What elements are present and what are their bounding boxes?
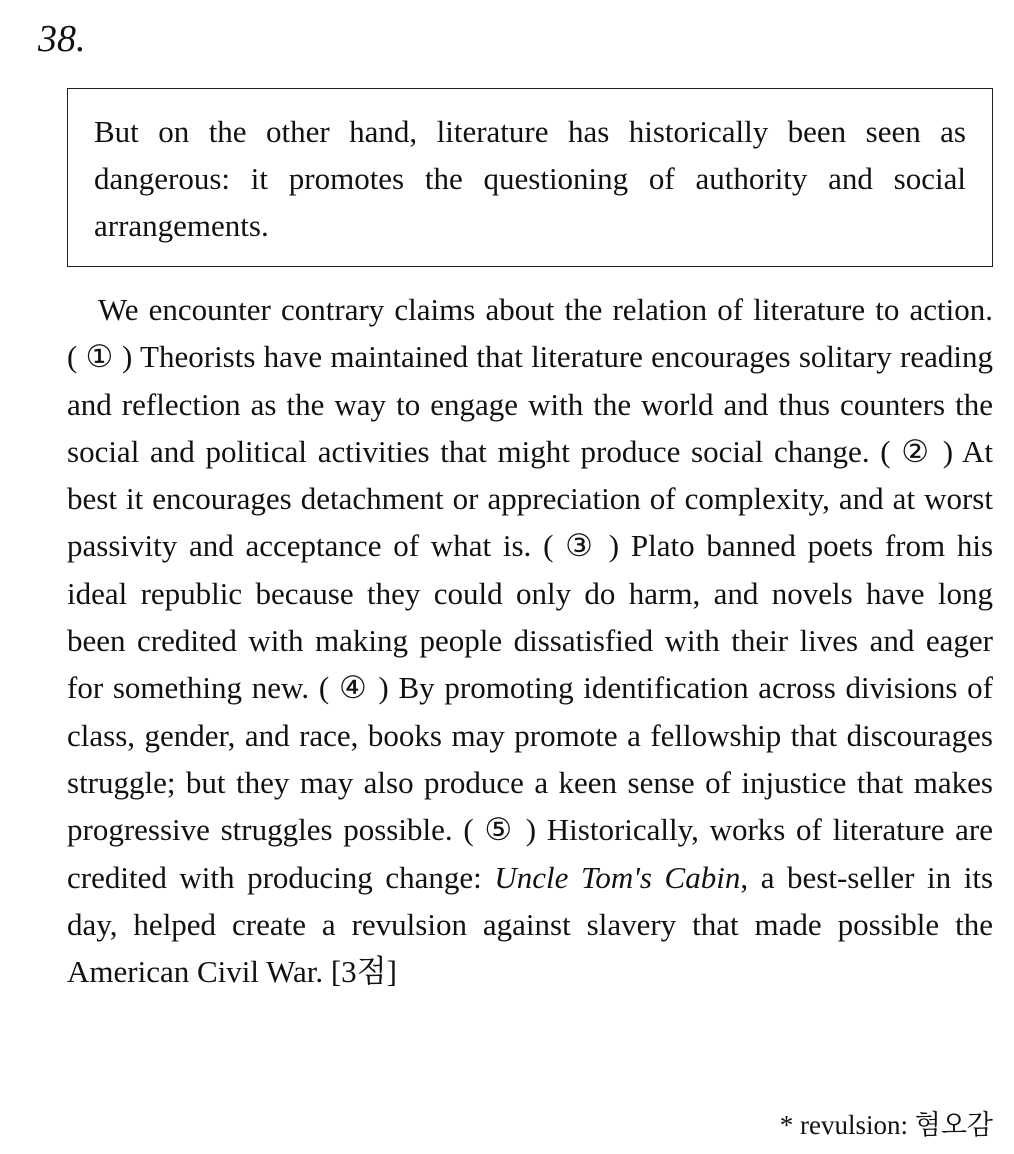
passage — [67, 286, 993, 995]
question-number: 38. — [38, 18, 86, 60]
footnote: * revulsion: 혐오감 — [779, 1110, 993, 1140]
passage-sentence: , a best-seller in its day, helped create a revulsion against slavery that made possible the American Civil War. — [67, 859, 994, 990]
passage-sentence: Theorists have maintained that literature encourages solitary reading and reflection as the way to engage with the world and thus counters the social and political activities that might produce social change. — [67, 339, 993, 469]
insertion-marker-2: ( ② ) — [880, 433, 954, 469]
given-sentence-box — [67, 88, 993, 267]
given-sentence: But on the other hand, literature has historically been seen as dangerous: it promotes the questioning of authority and social arrangements. — [94, 114, 966, 243]
passage-sentence: At best it encourages detachment or appreciation of complexity, and at worst passivity and acceptance of what is. — [67, 433, 994, 564]
passage-sentence: We encounter contrary claims about the relation of literature to action. — [98, 292, 993, 327]
passage-sentence: Historically, works of literature are credited with producing change: — [67, 812, 993, 895]
insertion-marker-5: ( ⑤ ) — [463, 812, 537, 848]
insertion-marker-3: ( ③ ) — [543, 528, 620, 564]
points-label: [3점] — [330, 954, 397, 990]
passage-sentence: Plato banned poets from his ideal republic because they could only do harm, and novels have long been credited with making people dissatisfied with their lives and eager for something new. — [67, 528, 994, 706]
book-title: Uncle Tom's Cabin — [494, 859, 741, 895]
insertion-marker-1: ( ① ) — [67, 339, 133, 375]
insertion-marker-4: ( ④ ) — [318, 670, 389, 706]
passage-sentence: By promoting identification across divisions of class, gender, and race, books may promote a fellowship that discourages struggle; but they may also produce a keen sense of injustice that makes progressive struggles possible. — [67, 670, 994, 848]
